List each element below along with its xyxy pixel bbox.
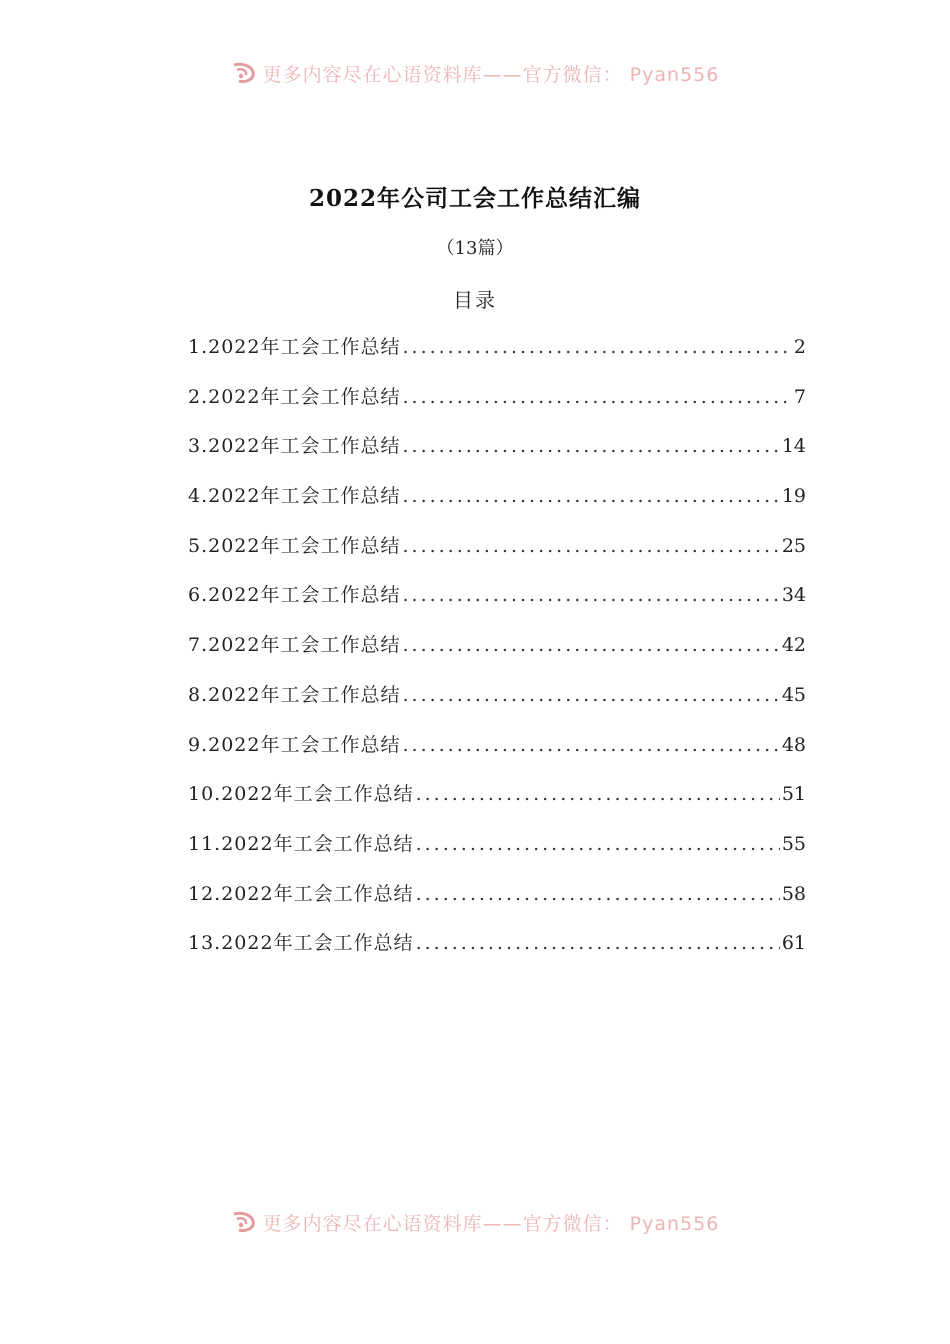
toc-entry-page-number: 7 bbox=[793, 385, 806, 408]
toc-entry-page-number: 45 bbox=[781, 683, 806, 706]
toc-heading: 目录 bbox=[453, 288, 497, 312]
toc-entry-label: 4.2022年工会工作总结 bbox=[188, 485, 401, 508]
toc-dot-leader bbox=[416, 929, 780, 957]
toc-entry-page-number: 42 bbox=[781, 634, 806, 657]
toc-entry-label: 7.2022年工会工作总结 bbox=[188, 634, 401, 657]
toc-entry[interactable] bbox=[188, 432, 806, 482]
footer-watermark bbox=[0, 1207, 950, 1237]
watermark-logo-icon bbox=[231, 1210, 257, 1234]
watermark-text: 更多内容尽在心语资料库——官方微信： Pyan556 bbox=[262, 63, 720, 86]
toc-entry[interactable] bbox=[188, 681, 806, 731]
toc-entry-label: 10.2022年工会工作总结 bbox=[188, 783, 414, 806]
toc-entry[interactable] bbox=[188, 532, 806, 582]
toc-entry-label: 6.2022年工会工作总结 bbox=[188, 584, 401, 607]
toc-entry[interactable] bbox=[188, 929, 806, 979]
toc-entry-label: 2.2022年工会工作总结 bbox=[188, 385, 401, 408]
toc-dot-leader bbox=[402, 581, 779, 609]
toc-entry[interactable] bbox=[188, 581, 806, 631]
toc-entry-page-number: 2 bbox=[793, 336, 806, 358]
watermark-text: 更多内容尽在心语资料库——官方微信： Pyan556 bbox=[262, 1212, 720, 1235]
toc-entry[interactable] bbox=[188, 383, 806, 433]
toc-entry[interactable] bbox=[188, 333, 806, 383]
toc-entry-label: 12.2022年工会工作总结 bbox=[188, 882, 414, 905]
toc-entry-page-number: 48 bbox=[781, 733, 806, 756]
toc-entry-page-number: 19 bbox=[781, 485, 806, 508]
toc-dot-leader bbox=[402, 631, 779, 659]
watermark-logo-icon bbox=[231, 61, 257, 85]
table-of-contents bbox=[188, 333, 806, 979]
toc-entry-label: 1.2022年工会工作总结 bbox=[188, 336, 401, 358]
toc-entry-label: 8.2022年工会工作总结 bbox=[188, 683, 401, 706]
toc-entry-label: 5.2022年工会工作总结 bbox=[188, 534, 401, 557]
toc-entry[interactable] bbox=[188, 631, 806, 681]
toc-dot-leader bbox=[416, 780, 780, 808]
toc-entry-page-number: 61 bbox=[781, 932, 806, 955]
toc-entry[interactable] bbox=[188, 780, 806, 830]
toc-entry-label: 13.2022年工会工作总结 bbox=[188, 932, 414, 955]
toc-dot-leader bbox=[402, 532, 779, 560]
toc-entry-label: 9.2022年工会工作总结 bbox=[188, 733, 401, 756]
document-title: 2022年公司工会工作总结汇编 bbox=[308, 185, 641, 212]
toc-entry-label: 11.2022年工会工作总结 bbox=[188, 832, 414, 855]
toc-dot-leader bbox=[402, 333, 791, 361]
toc-entry-label: 3.2022年工会工作总结 bbox=[188, 435, 401, 458]
toc-entry[interactable] bbox=[188, 880, 806, 930]
toc-dot-leader bbox=[416, 880, 780, 908]
toc-dot-leader bbox=[402, 383, 791, 411]
toc-dot-leader bbox=[402, 432, 779, 460]
toc-entry-page-number: 58 bbox=[781, 882, 806, 905]
document-subtitle: （13篇） bbox=[436, 238, 514, 259]
toc-entry[interactable] bbox=[188, 731, 806, 781]
toc-entry[interactable] bbox=[188, 830, 806, 880]
toc-dot-leader bbox=[402, 681, 779, 709]
toc-entry[interactable] bbox=[188, 482, 806, 532]
toc-entry-page-number: 14 bbox=[781, 435, 806, 458]
toc-entry-page-number: 25 bbox=[781, 534, 806, 557]
toc-entry-page-number: 34 bbox=[781, 584, 806, 607]
toc-entry-page-number: 51 bbox=[781, 783, 806, 806]
toc-dot-leader bbox=[416, 830, 780, 858]
toc-entry-page-number: 55 bbox=[781, 832, 806, 855]
header-watermark bbox=[0, 58, 950, 88]
toc-dot-leader bbox=[402, 482, 779, 510]
toc-dot-leader bbox=[402, 731, 779, 759]
